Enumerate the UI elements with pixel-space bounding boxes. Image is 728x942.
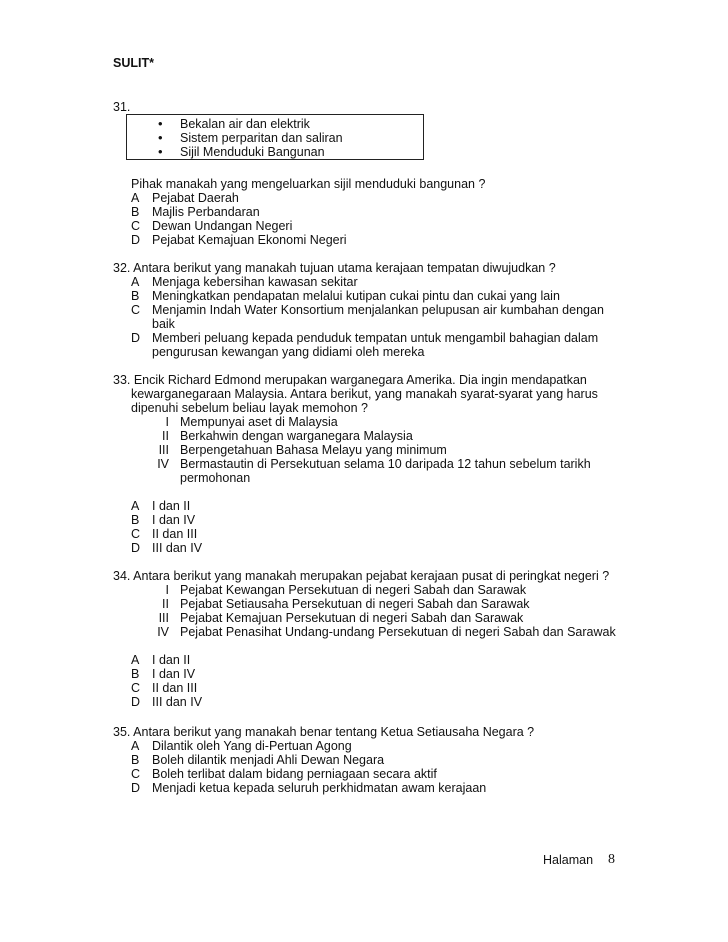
q34-option-letter: D [131,695,141,709]
q34-option-text: II dan III [152,681,198,695]
q35-option-letter: B [131,753,140,767]
q34-item-roman: IV [157,625,169,639]
q33-option-text: III dan IV [152,541,203,555]
q33-option-letter: B [131,513,140,527]
q31-option-text: Pejabat Daerah [152,191,239,205]
q32-option-letter: C [131,303,141,317]
q31-box-item: Sistem perparitan dan saliran [180,131,343,145]
header-label: SULIT* [113,56,154,70]
q34-option-letter: A [131,653,140,667]
footer-page-label: Halaman [543,853,594,867]
q35-stem: 35. Antara berikut yang manakah benar tentang Ketua Setiausaha Negara ? [113,725,535,739]
q31-option-letter: B [131,205,140,219]
bullet-icon: • [158,144,163,159]
q31-option-letter: D [131,233,141,247]
q32-stem: 32. Antara berikut yang manakah tujuan utama kerajaan tempatan diwujudkan ? [113,261,556,275]
q31-option-letter: A [131,191,140,205]
q34-stem: 34. Antara berikut yang manakah merupakan pejabat kerajaan pusat di peringkat negeri ? [113,569,610,583]
q32-option-letter: D [131,331,141,345]
bullet-icon: • [158,116,163,131]
q34-item-roman: II [162,597,169,611]
q31-option-text: Dewan Undangan Negeri [152,219,293,233]
q33-item-text: Berpengetahuan Bahasa Melayu yang minimum [180,443,447,457]
q33-option-text: II dan III [152,527,198,541]
q34-item-text: Pejabat Kewangan Persekutuan di negeri Sabah dan Sarawak [180,583,527,597]
q31-option-letter: C [131,219,141,233]
q31-stem: Pihak manakah yang mengeluarkan sijil menduduki bangunan ? [131,177,486,191]
q32-option-text-cont: baik [152,317,175,331]
q32-option-text-cont: pengurusan kewangan yang didiami oleh mereka [152,345,425,359]
q32-option-text: Memberi peluang kepada penduduk tempatan untuk mengambil bahagian dalam [152,331,599,345]
q31-option-text: Pejabat Kemajuan Ekonomi Negeri [152,233,347,247]
q31-info-box [126,114,424,160]
q35-option-text: Menjadi ketua kepada seluruh perkhidmatan awam kerajaan [152,781,487,795]
q32-option-text: Menjaga kebersihan kawasan sekitar [152,275,358,289]
q33-item-text: Mempunyai aset di Malaysia [180,415,338,429]
bullet-icon: • [158,130,163,145]
q35-option-text: Boleh terlibat dalam bidang perniagaan secara aktif [152,767,437,781]
q34-option-text: I dan IV [152,667,196,681]
q32-option-text: Menjamin Indah Water Konsortium menjalankan pelupusan air kumbahan dengan [152,303,604,317]
q33-item-roman: III [158,443,169,457]
q34-option-text: III dan IV [152,695,203,709]
q33-item-text: Bermastautin di Persekutuan selama 10 daripada 12 tahun sebelum tarikh [180,457,591,471]
q32-option-text: Meningkatkan pendapatan melalui kutipan cukai pintu dan cukai yang lain [152,289,560,303]
q33-item-roman: II [162,429,169,443]
q33-item-text: Berkahwin dengan warganegara Malaysia [180,429,413,443]
q31-option-text: Majlis Perbandaran [152,205,260,219]
q33-option-letter: A [131,499,140,513]
q32-option-letter: A [131,275,140,289]
q33-option-letter: C [131,527,141,541]
q33-item-text-cont: permohonan [180,471,251,485]
footer-page-number: 8 [608,852,615,867]
q34-option-letter: B [131,667,140,681]
q35-option-text: Dilantik oleh Yang di-Pertuan Agong [152,739,352,753]
q34-item-text: Pejabat Kemajuan Persekutuan di negeri Sabah dan Sarawak [180,611,524,625]
q35-option-text: Boleh dilantik menjadi Ahli Dewan Negara [152,753,385,767]
q35-option-letter: D [131,781,141,795]
q34-item-text: Pejabat Setiausaha Persekutuan di negeri Sabah dan Sarawak [180,597,530,611]
q31-number: 31. [113,100,131,114]
q34-option-text: I dan II [152,653,191,667]
q34-item-roman: I [165,583,169,597]
q33-stem-line: dipenuhi sebelum beliau layak memohon ? [131,401,368,415]
q33-option-letter: D [131,541,141,555]
q35-option-letter: A [131,739,140,753]
q34-item-text: Pejabat Penasihat Undang-undang Persekutuan di negeri Sabah dan Sarawak [180,625,616,639]
q33-item-roman: I [165,415,169,429]
q31-box-item: Bekalan air dan elektrik [180,117,310,131]
q32-option-letter: B [131,289,140,303]
q34-option-letter: C [131,681,141,695]
q33-stem-line: 33. Encik Richard Edmond merupakan warganegara Amerika. Dia ingin mendapatkan [113,373,587,387]
q33-item-roman: IV [157,457,169,471]
q34-item-roman: III [158,611,169,625]
q33-option-text: I dan IV [152,513,196,527]
q31-box-item: Sijil Menduduki Bangunan [180,145,325,159]
q35-option-letter: C [131,767,141,781]
q33-option-text: I dan II [152,499,191,513]
q33-stem-line: kewarganegaraan Malaysia. Antara berikut, yang manakah syarat-syarat yang harus [131,387,598,401]
